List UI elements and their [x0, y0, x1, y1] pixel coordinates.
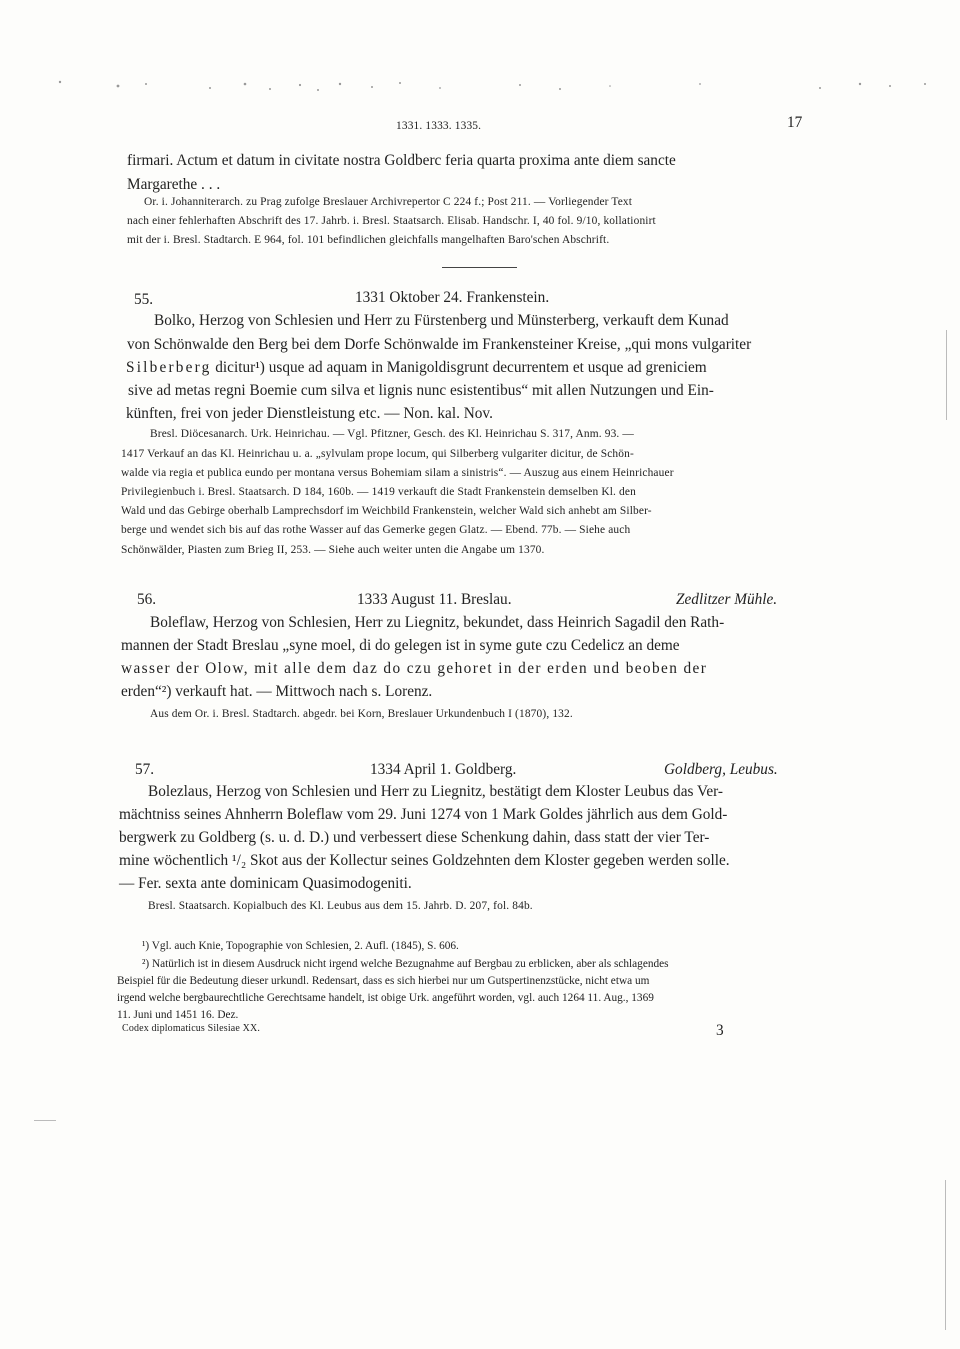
entry-number: 57. — [135, 761, 155, 778]
body-line: Bolko, Herzog von Schlesien und Herr zu Fürstenberg und Münsterberg, verkauft dem Kunad — [154, 312, 729, 329]
body-line: Bolezlaus, Herzog von Schlesien und Herr zu Liegnitz, bestätigt dem Kloster Leubus das Ver- — [148, 783, 724, 800]
note-line: nach einer fehlerhaften Abschrift des 17. Jahrb. i. Bresl. Staatsarch. Elisab. Handschr. I, 40 fol. 9/10, kollationirt — [127, 215, 656, 227]
scan-edge-mark — [945, 1180, 946, 1330]
body-line: mannen der Stadt Breslau „syne moel, di do gelegen ist in syme gute czu Cedelicz an deme — [121, 637, 680, 654]
body-line: künften, frei von jeder Dienstleistung etc. — Non. kal. Nov. — [126, 405, 493, 422]
footnote-line: Beispiel für die Bedeutung dieser urkundl. Redensart, dass es sich hierbei nur um Gutspertinenzstücke, nicht etwa um — [117, 975, 650, 987]
entry-number: 55. — [134, 291, 154, 308]
body-line: — Fer. sexta ante dominicam Quasimodogeniti. — [119, 875, 412, 892]
entry-place: Goldberg, Leubus. — [664, 761, 778, 778]
body-line-rest: dicitur¹) usque ad aquam in Manigoldisgrunt decurrentem et usque ad greniciem — [215, 359, 707, 376]
running-head-years: 1331. 1333. 1335. — [396, 120, 482, 132]
note-line: Bresl. Staatsarch. Kopialbuch des Kl. Leubus aus dem 15. Jahrb. D. 207, fol. 84b. — [148, 900, 533, 912]
footnote-line: ¹) Vgl. auch Knie, Topographie von Schlesien, 2. Aufl. (1845), S. 606. — [142, 940, 459, 952]
note-line: Or. i. Johanniterarch. zu Prag zufolge Breslauer Archivrepertor C 224 f.; Post 211. — Vorliegender Text — [144, 196, 633, 208]
note-line: Schönwälder, Piasten zum Brieg II, 253. — Siehe auch weiter unten die Angabe um 1370. — [121, 544, 545, 556]
body-line — [126, 359, 707, 377]
entry-place: Zedlitzer Mühle. — [676, 591, 778, 608]
note-line: berge und wendet sich bis auf das rothe Wasser auf das Gemerke gegen Glatz. — Ebend. 77b. — Siehe auch — [121, 524, 631, 536]
scan-edge-mark — [946, 330, 947, 420]
note-line: walde via regia et publica eundo per montana versus Bohemiam silam a sinistris“. — Auszug aus einem Heinrichauer — [121, 467, 674, 479]
body-line: firmari. Actum et datum in civitate nostra Goldberc feria quarta proxima ante diem sancte — [127, 152, 676, 169]
body-line: Margarethe . . . — [127, 176, 221, 193]
footnote-line: irgend welche bergbaurechtliche Gerechtsame handelt, ist obige Urk. angeführt worden, vgl. auch 1264 11. Aug., 1369 — [117, 992, 654, 1004]
entry-heading: 1331 Oktober 24. Frankenstein. — [355, 289, 550, 306]
spaced-word: Silberberg — [126, 359, 212, 376]
body-line: wasser der Olow, mit alle dem daz do czu gehoret in der erden und beoben der — [121, 660, 708, 677]
body-line: erden“²) verkauft hat. — Mittwoch nach s. Lorenz. — [121, 683, 433, 700]
scan-noise — [0, 72, 960, 102]
note-line: Wald und das Gebirge oberhalb Lamprechsdorf im Weichbild Frankenstein, welcher Wald sich anhebt am Silber- — [121, 505, 652, 517]
note-line: mit der i. Bresl. Stadtarch. E 964, fol. 101 befindlichen gleichfalls mangelhaften Baro'schen Abschrift. — [127, 234, 610, 246]
note-line: Aus dem Or. i. Bresl. Stadtarch. abgedr. bei Korn, Breslauer Urkundenbuch I (1870), 132. — [150, 708, 573, 720]
body-line: sive ad metas regni Boemie cum silva et lignis nunc esistentibus“ mit allen Nutzungen und Ein- — [128, 382, 714, 399]
scan-edge-mark — [34, 1120, 56, 1121]
footnote-line: 11. Juni und 1451 16. Dez. — [117, 1009, 239, 1021]
series-title: Codex diplomaticus Silesiae XX. — [122, 1023, 260, 1034]
note-line: Bresl. Diöcesanarch. Urk. Heinrichau. — Vgl. Pfitzner, Gesch. des Kl. Heinrichau S. 317, Anm. 93. — — [150, 428, 634, 440]
signature-mark: 3 — [716, 1022, 724, 1039]
entry-number: 56. — [137, 591, 157, 608]
footnote-line: ²) Natürlich ist in diesem Ausdruck nicht irgend welche Bezugnahme auf Bergbau zu erblicken, aber als schlagendes — [142, 958, 669, 970]
body-line: Boleflaw, Herzog von Schlesien, Herr zu Liegnitz, bekundet, dass Heinrich Sagadil den Rath- — [150, 614, 725, 631]
body-line: mächtniss seines Ahnherrn Boleflaw vom 29. Juni 1274 von 1 Mark Goldes jährlich aus dem Gold- — [119, 806, 728, 823]
note-line: Privilegienbuch i. Bresl. Staatsarch. D 184, 160b. — 1419 verkauft die Stadt Frankenstein demselben Kl. den — [121, 486, 636, 498]
page-number: 17 — [787, 114, 803, 131]
entry-heading: 1334 April 1. Goldberg. — [370, 761, 517, 778]
section-rule — [442, 267, 517, 268]
entry-heading: 1333 August 11. Breslau. — [357, 591, 512, 608]
body-line: bergwerk zu Goldberg (s. u. d. D.) und verbessert diese Schenkung dahin, dass statt der vier Ter- — [119, 829, 710, 846]
body-line: von Schönwalde den Berg bei dem Dorfe Schönwalde im Frankensteiner Kreise, „qui mons vulgariter — [127, 336, 752, 353]
note-line: 1417 Verkauf an das Kl. Heinrichau u. a. „sylvulam prope locum, qui Silberberg vulgariter dicitur, de Schön- — [121, 448, 634, 460]
body-line: mine wöchentlich ¹/₂ Skot aus der Kollectur seines Goldzehnten dem Kloster gegeben werden solle. — [119, 852, 730, 869]
